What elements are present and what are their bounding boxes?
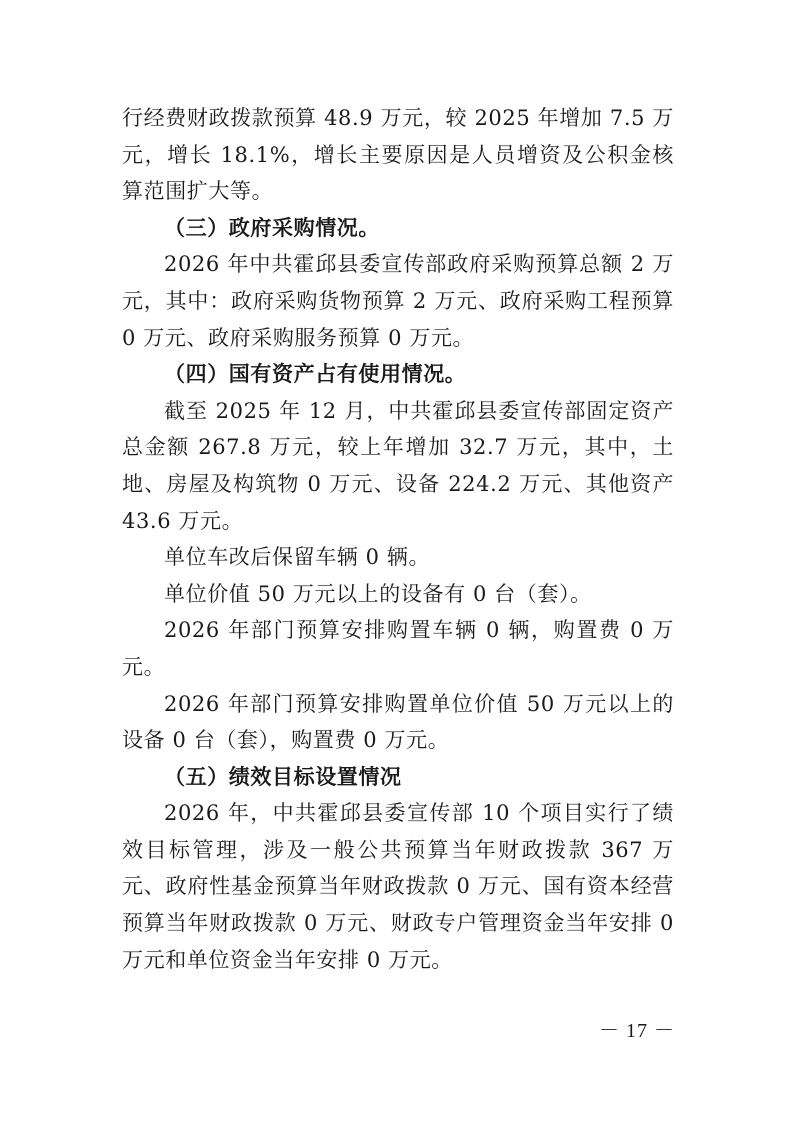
paragraph-continuation: 行经费财政拨款预算 48.9 万元，较 2025 年增加 7.5 万元，增长 18.1%，增长主要原因是人员增资及公积金核算范围扩大等。 [122,106,674,204]
paragraph-vehicle-purchase: 2026 年部门预算安排购置车辆 0 辆，购置费 0 万元。 [122,618,674,679]
document-body [122,100,674,978]
paragraph-equipment-purchase: 2026 年部门预算安排购置单位价值 50 万元以上的设备 0 台（套），购置费 0 万元。 [122,691,674,753]
paragraph-performance: 2026 年，中共霍邱县委宣传部 10 个项目实行了绩效目标管理，涉及一般公共预算当年财政拨款 367 万元、政府性基金预算当年财政拨款 0 万元、国有资本经营预算当年财政拨款 0 万元、财政专户管理资金当年安排 0 万元和单位资金当年安排 0 万元。 [122,801,674,972]
section-heading-assets: （四）国有资产占有使用情况。 [164,361,467,387]
paragraph-vehicles: 单位车改后保留车辆 0 辆。 [164,545,431,570]
page-number: － 17 － [599,1020,675,1042]
section-heading-procurement: （三）政府采购情况。 [164,214,380,240]
paragraph-assets: 截至 2025 年 12 月，中共霍邱县委宣传部固定资产总金额 267.8 万元，较上年增加 32.7 万元，其中，土地、房屋及构筑物 0 万元、设备 224.2 万元、其他资产 43.6 万元。 [122,398,674,533]
paragraph-procurement: 2026 年中共霍邱县委宣传部政府采购预算总额 2 万元，其中：政府采购货物预算 2 万元、政府采购工程预算 0 万元、政府采购服务预算 0 万元。 [122,252,674,350]
paragraph-equipment: 单位价值 50 万元以上的设备有 0 台（套）。 [164,581,592,606]
section-heading-performance: （五）绩效目标设置情况 [164,763,402,789]
